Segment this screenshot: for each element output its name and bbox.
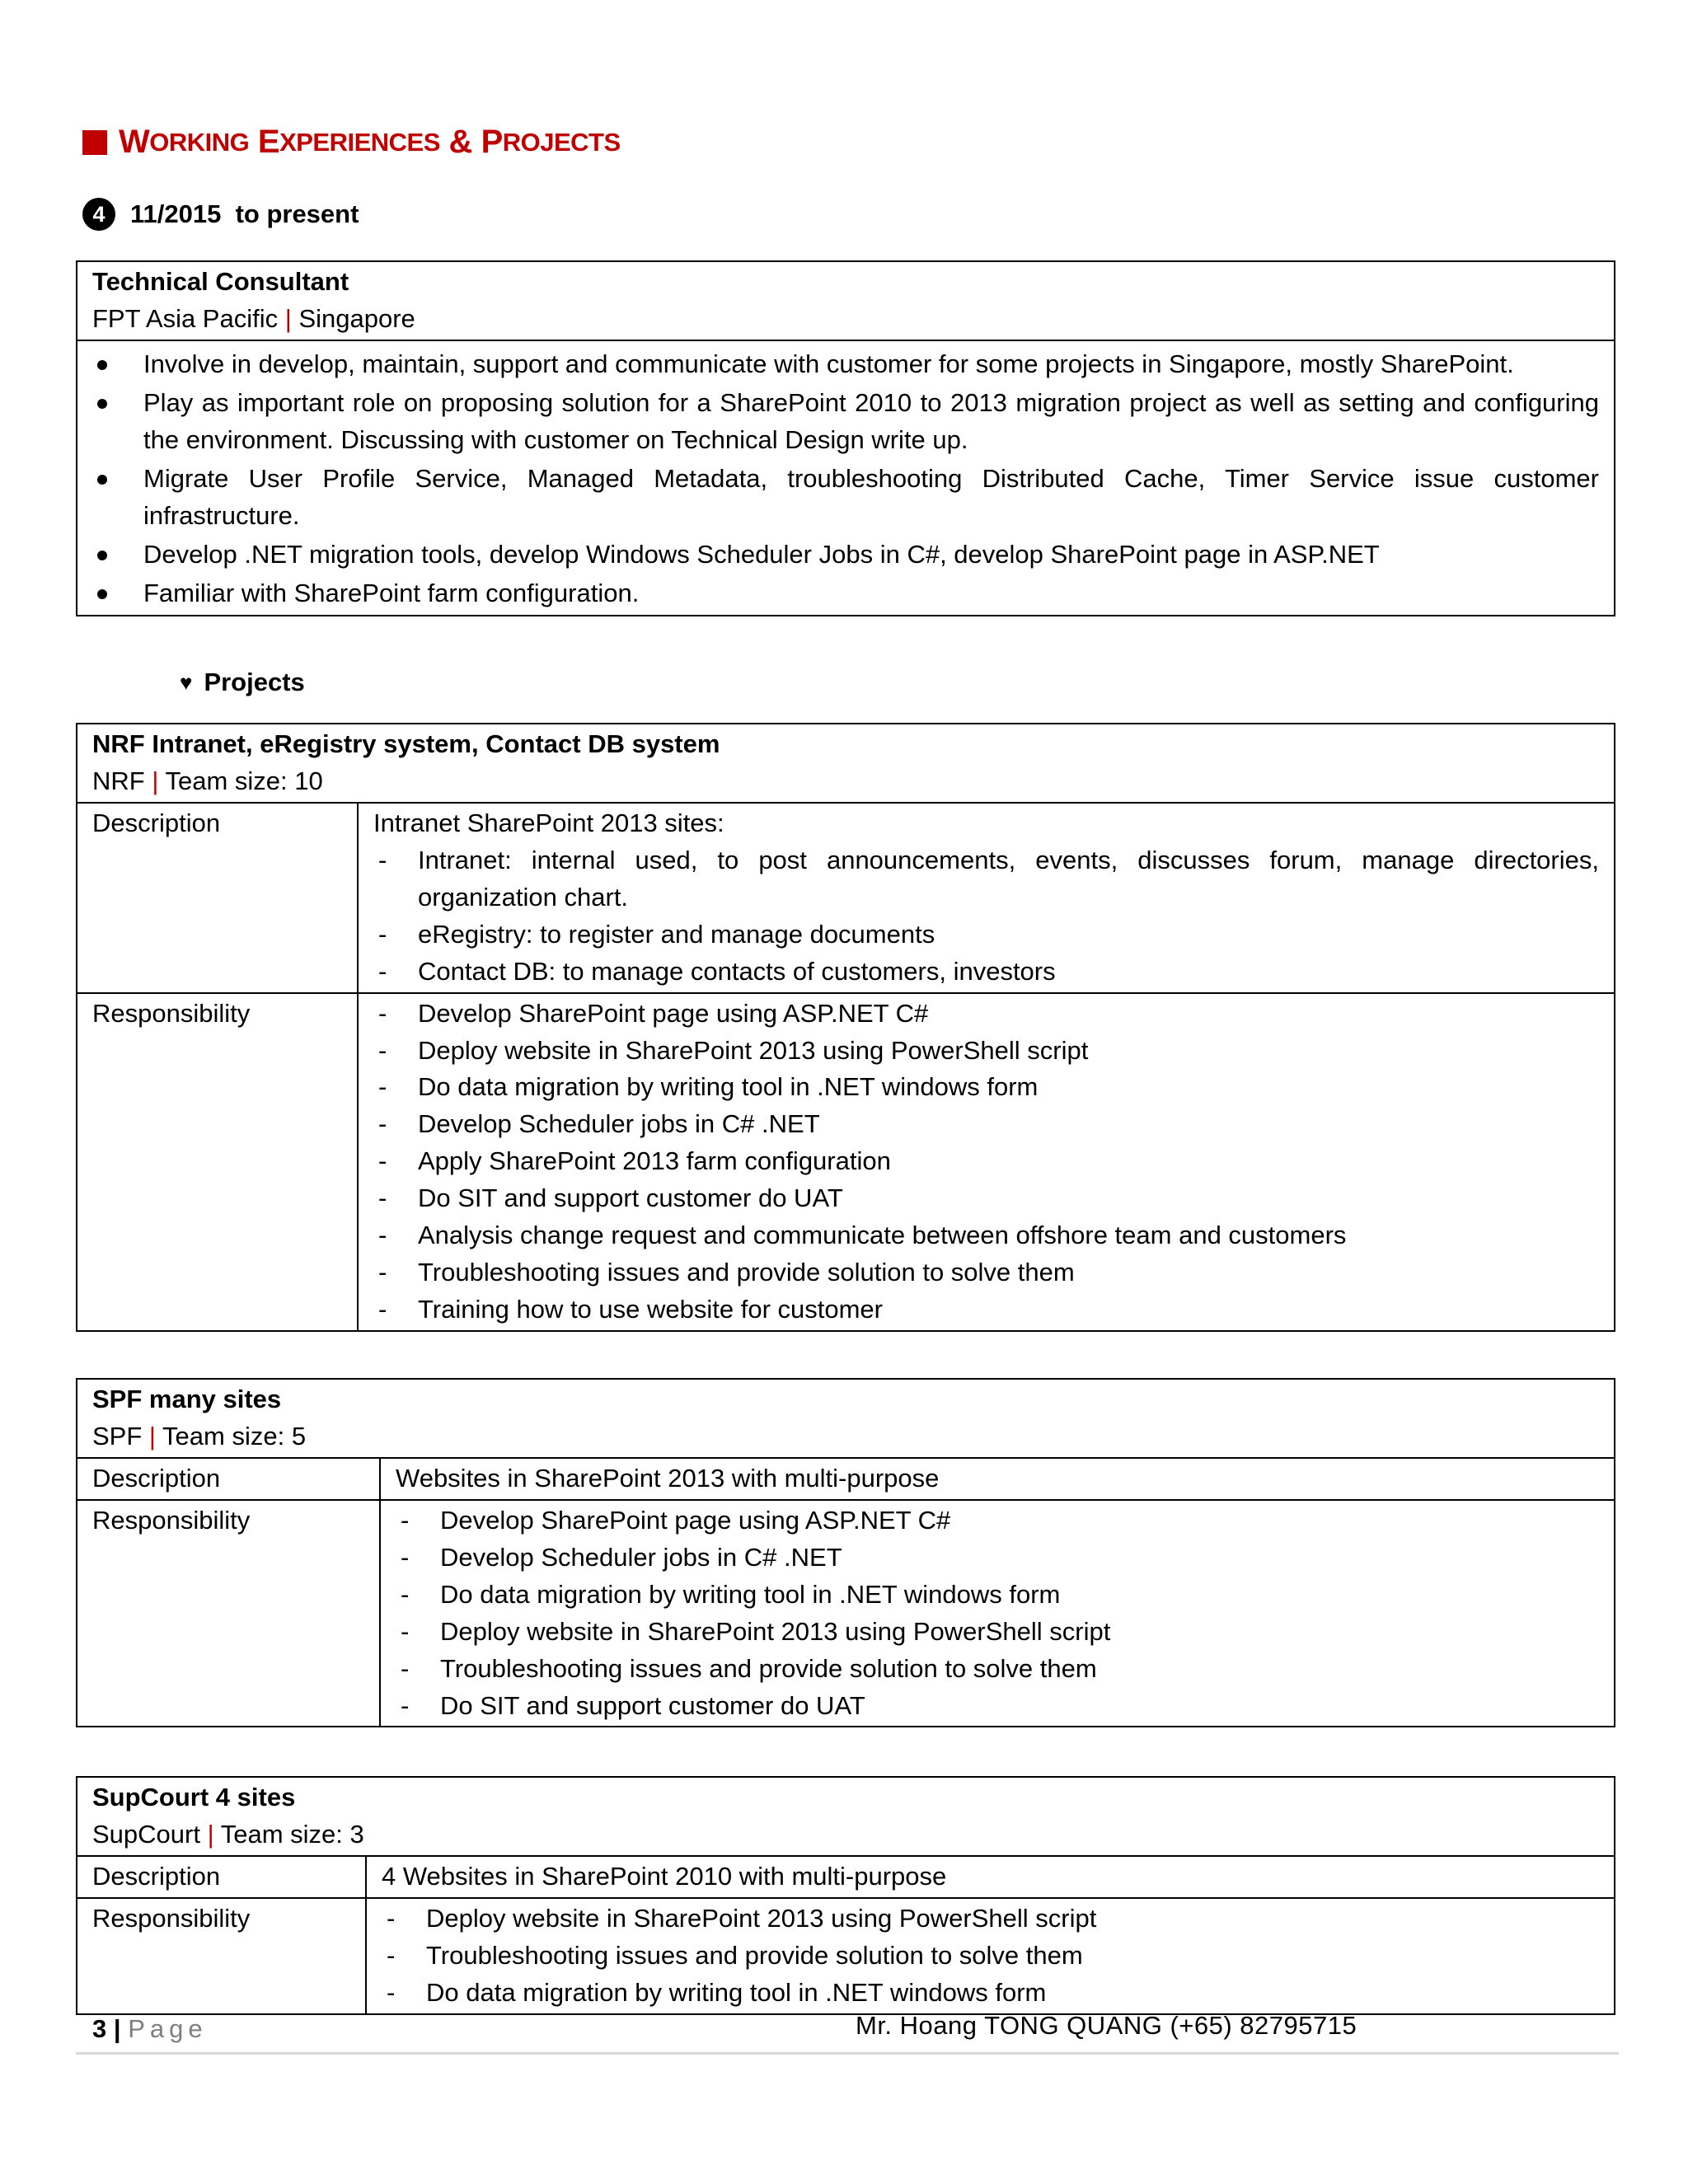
period-line	[82, 198, 359, 231]
period-text: 11/2015 to present	[130, 199, 359, 228]
red-square-icon	[82, 130, 107, 155]
job-location: Singapore	[298, 303, 415, 333]
responsibility-item: - Troubleshooting issues and provide solution to solve them	[362, 1254, 1599, 1291]
job-company: FPT Asia Pacific	[92, 303, 279, 333]
project-client: NRF	[92, 766, 145, 795]
job-title: Technical Consultant	[92, 267, 349, 296]
description-intro: Intranet SharePoint 2013 sites:	[373, 808, 724, 837]
job-bullet: Play as important role on proposing solution for a SharePoint 2010 to 2013 migration project as well as setting and configuring the environment. Discussing with customer on Technical Design write up.	[92, 385, 1599, 459]
projects-heading	[180, 668, 305, 697]
job-header-cell	[77, 261, 1615, 340]
responsibility-item: - Troubleshooting issues and provide solution to solve them	[384, 1651, 1599, 1688]
responsibility-item: - Troubleshooting issues and provide solution to solve them	[370, 1938, 1599, 1975]
project-team-size: Team size: 3	[220, 1819, 364, 1849]
responsibility-list	[370, 1900, 1599, 2012]
project-separator: |	[207, 1819, 214, 1849]
responsibility-cell	[380, 1500, 1615, 1727]
description-item: - eRegistry: to register and manage documents	[362, 916, 1599, 954]
responsibility-item: - Develop Scheduler jobs in C# .NET	[384, 1540, 1599, 1577]
responsibility-list	[384, 1502, 1599, 1725]
responsibility-list	[362, 996, 1599, 1329]
page-footer	[76, 2011, 1619, 2055]
responsibility-label: Responsibility	[77, 1898, 366, 2014]
page-number-block	[92, 2014, 208, 2044]
description-label: Description	[77, 1458, 380, 1500]
responsibility-cell	[358, 993, 1615, 1331]
responsibility-label: Responsibility	[77, 1500, 380, 1727]
job-separator: |	[284, 303, 292, 333]
project-header-cell	[77, 724, 1615, 803]
job-bullet: Familiar with SharePoint farm configuration.	[92, 575, 1599, 612]
project-client: SPF	[92, 1421, 143, 1451]
project-table-nrf	[76, 723, 1615, 1332]
title-word-2-cap: E	[257, 124, 280, 160]
projects-heading-text: Projects	[204, 668, 305, 696]
footer-separator: |	[113, 2014, 121, 2043]
responsibility-item: - Analysis change request and communicate between offshore team and customers	[362, 1217, 1599, 1254]
project-table-spf	[76, 1378, 1615, 1727]
project-name: SupCourt 4 sites	[92, 1783, 296, 1811]
responsibility-item: - Do data migration by writing tool in .NET windows form	[384, 1577, 1599, 1614]
project-team-size: Team size: 10	[165, 766, 323, 795]
title-word-3-cap: P	[481, 124, 503, 160]
project-team-size: Team size: 5	[162, 1421, 307, 1451]
job-bullet: Develop .NET migration tools, develop Windows Scheduler Jobs in C#, develop SharePoint page in ASP.NET	[92, 537, 1599, 574]
responsibility-item: - Do data migration by writing tool in .NET windows form	[362, 1069, 1599, 1106]
project-client-line	[92, 1418, 1599, 1455]
job-bullets-cell	[77, 340, 1615, 616]
description-label: Description	[77, 1856, 366, 1898]
title-ampersand: &	[448, 124, 472, 160]
project-name: NRF Intranet, eRegistry system, Contact DB system	[92, 729, 720, 758]
description-label: Description	[77, 803, 358, 993]
page-word: Page	[128, 2014, 208, 2043]
project-separator: |	[148, 1421, 156, 1451]
title-word-3-rest: ROJECTS	[502, 127, 621, 157]
job-company-line	[92, 301, 1599, 338]
responsibility-item: - Apply SharePoint 2013 farm configuration	[362, 1143, 1599, 1180]
project-client-line	[92, 1816, 1599, 1854]
description-cell	[358, 803, 1615, 993]
project-separator: |	[152, 766, 159, 795]
project-table-supcourt	[76, 1776, 1615, 2015]
description-item: - Contact DB: to manage contacts of customers, investors	[362, 954, 1599, 991]
description-list	[362, 842, 1599, 991]
responsibility-item: - Do data migration by writing tool in .NET windows form	[370, 1975, 1599, 2012]
description-cell: Websites in SharePoint 2013 with multi-purpose	[380, 1458, 1615, 1500]
job-bullet: Migrate User Profile Service, Managed Metadata, troubleshooting Distributed Cache, Timer Service issue customer infrastructure.	[92, 461, 1599, 535]
number-circle-icon: 4	[82, 198, 115, 231]
title-word-1-rest: ORKING	[149, 127, 250, 157]
title-word-2-rest: XPERIENCES	[279, 127, 440, 157]
description-item: - Intranet: internal used, to post announcements, events, discusses forum, manage directories, organization chart.	[362, 842, 1599, 916]
page-number: 3	[92, 2014, 107, 2043]
project-client: SupCourt	[92, 1819, 200, 1849]
responsibility-item: - Develop SharePoint page using ASP.NET C#	[384, 1502, 1599, 1540]
job-table	[76, 260, 1615, 616]
responsibility-item: - Deploy website in SharePoint 2013 using PowerShell script	[362, 1033, 1599, 1070]
title-word-1-cap: W	[119, 124, 150, 160]
responsibility-item: - Do SIT and support customer do UAT	[362, 1180, 1599, 1217]
responsibility-cell	[366, 1898, 1615, 2014]
description-cell: 4 Websites in SharePoint 2010 with multi-purpose	[366, 1856, 1615, 1898]
heart-icon: ♥	[180, 669, 193, 695]
responsibility-label: Responsibility	[77, 993, 358, 1331]
project-client-line	[92, 763, 1599, 800]
job-bullet-list	[92, 346, 1599, 612]
responsibility-item: - Deploy website in SharePoint 2013 using PowerShell script	[384, 1614, 1599, 1651]
responsibility-item: - Develop Scheduler jobs in C# .NET	[362, 1106, 1599, 1143]
project-header-cell	[77, 1777, 1615, 1856]
section-title	[82, 124, 621, 161]
responsibility-item: - Training how to use website for customer	[362, 1291, 1599, 1329]
responsibility-item: - Develop SharePoint page using ASP.NET C#	[362, 996, 1599, 1033]
project-header-cell	[77, 1379, 1615, 1458]
author-contact: Mr. Hoang TONG QUANG (+65) 82795715	[856, 2011, 1357, 2040]
job-bullet: Involve in develop, maintain, support and communicate with customer for some projects in Singapore, mostly SharePoint.	[92, 346, 1599, 383]
responsibility-item: - Do SIT and support customer do UAT	[384, 1688, 1599, 1725]
responsibility-item: - Deploy website in SharePoint 2013 using PowerShell script	[370, 1900, 1599, 1938]
project-name: SPF many sites	[92, 1385, 282, 1413]
